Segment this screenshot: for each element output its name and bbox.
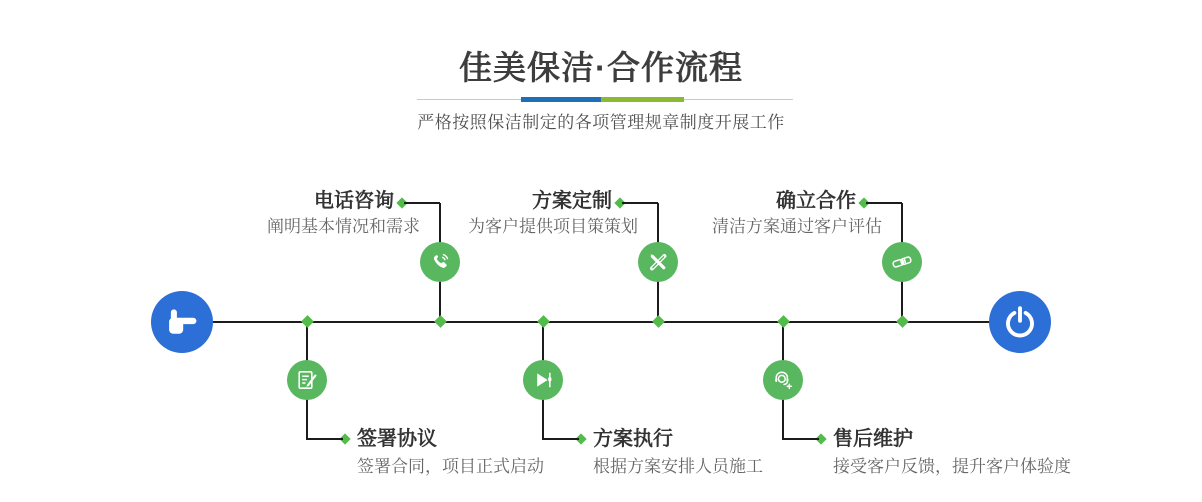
step-text [398, 190, 638, 237]
step-node-circle [523, 360, 563, 400]
timeline-start-circle [151, 291, 213, 353]
step-node-circle [882, 242, 922, 282]
step-title: 电话咨询 [314, 190, 394, 212]
play-slider-icon [531, 368, 555, 392]
step-text [357, 428, 597, 477]
connector-horizontal [404, 202, 440, 204]
step-desc: 接受客户反馈，提升客户体验度 [833, 457, 1071, 476]
step-text [180, 190, 420, 237]
step-text [833, 428, 1073, 477]
pointing-hand-icon [164, 304, 200, 340]
timeline-end-circle [989, 291, 1051, 353]
timeline-junction-diamond [301, 315, 314, 328]
timeline-junction-diamond [434, 315, 447, 328]
pencil-ruler-icon [646, 250, 670, 274]
step-node-circle [287, 360, 327, 400]
step-node-circle [420, 242, 460, 282]
title-divider-blue-segment [521, 97, 601, 102]
connector-horizontal [307, 438, 343, 440]
headset-plus-icon [771, 368, 795, 392]
handshake-icon [890, 250, 914, 274]
connector-horizontal [622, 202, 658, 204]
step-desc: 阐明基本情况和需求 [267, 217, 420, 236]
timeline-junction-diamond [537, 315, 550, 328]
step-desc: 为客户提供项目策策划 [468, 217, 638, 236]
step-title: 确立合作 [776, 190, 856, 212]
contract-sign-icon [295, 368, 319, 392]
timeline-main-line [213, 321, 989, 323]
connector-horizontal [866, 202, 902, 204]
step-desc: 签署合同，项目正式启动 [357, 457, 544, 476]
step-title: 方案执行 [593, 428, 673, 450]
timeline-junction-diamond [777, 315, 790, 328]
power-icon [1002, 304, 1038, 340]
connector-horizontal [783, 438, 819, 440]
step-title: 售后维护 [833, 428, 913, 450]
step-text [593, 428, 833, 477]
step-node-circle [638, 242, 678, 282]
timeline-junction-diamond [652, 315, 665, 328]
step-node-circle [763, 360, 803, 400]
title-divider-green-segment [601, 97, 684, 102]
step-desc: 根据方案安排人员施工 [593, 457, 763, 476]
step-title: 签署协议 [357, 428, 437, 450]
page-subtitle: 严格按照保洁制定的各项管理规章制度开展工作 [417, 113, 785, 132]
step-desc: 清洁方案通过客户评估 [712, 217, 882, 236]
timeline-junction-diamond [896, 315, 909, 328]
page-title: 佳美保洁·合作流程 [459, 49, 743, 86]
phone-icon [428, 250, 452, 274]
connector-horizontal [543, 438, 579, 440]
step-title: 方案定制 [532, 190, 612, 212]
step-text [642, 190, 882, 237]
